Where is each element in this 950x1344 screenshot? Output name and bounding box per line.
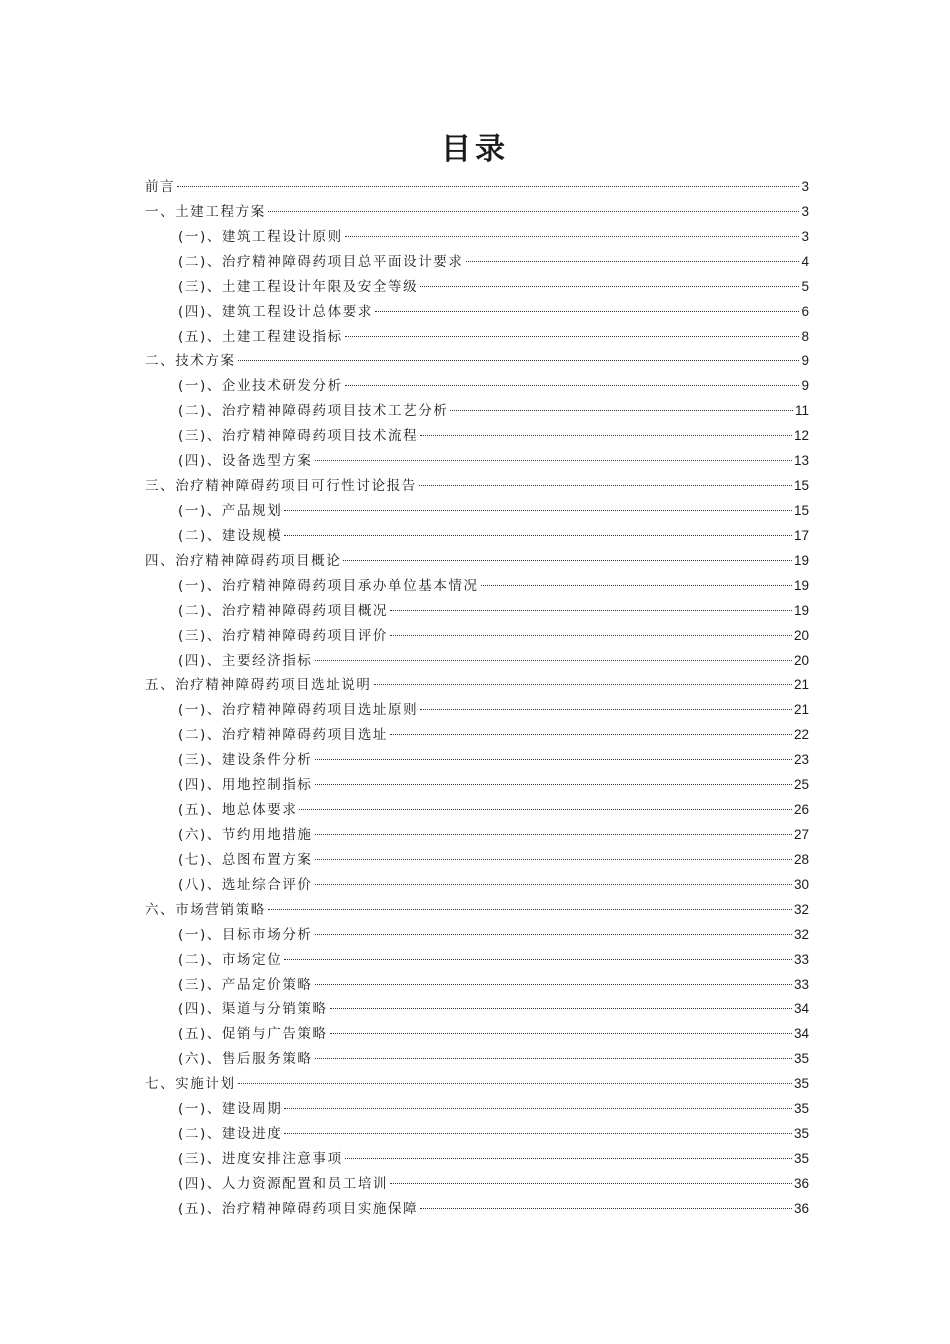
toc-subentry[interactable] bbox=[145, 823, 809, 848]
toc-page-number: 35 bbox=[793, 1150, 809, 1166]
toc-page-number: 3 bbox=[801, 228, 809, 244]
toc-entry[interactable] bbox=[145, 349, 809, 374]
toc-subentry[interactable] bbox=[145, 499, 809, 524]
toc-entry-text: (八)、选址综合评价 bbox=[178, 876, 313, 893]
toc-page-number: 21 bbox=[793, 702, 809, 718]
toc-subentry[interactable] bbox=[145, 698, 809, 723]
toc-dot-leader bbox=[315, 460, 792, 461]
toc-dot-leader bbox=[238, 1083, 792, 1084]
toc-entry-text: (六)、节约用地措施 bbox=[178, 826, 313, 843]
toc-entry-text: (一)、产品规划 bbox=[178, 502, 283, 519]
toc-entry-text: (三)、治疗精神障碍药项目评价 bbox=[178, 627, 389, 644]
toc-entry-text: (三)、进度安排注意事项 bbox=[178, 1150, 343, 1167]
toc-subentry[interactable] bbox=[145, 325, 809, 350]
toc-entry-text: (四)、用地控制指标 bbox=[178, 777, 313, 794]
toc-subentry[interactable] bbox=[145, 1172, 809, 1197]
toc-dot-leader bbox=[345, 1158, 792, 1159]
toc-dot-leader bbox=[343, 560, 792, 561]
toc-dot-leader bbox=[330, 1008, 792, 1009]
toc-page-number: 26 bbox=[793, 802, 809, 818]
toc-subentry[interactable] bbox=[145, 275, 809, 300]
toc-page-number: 25 bbox=[793, 777, 809, 793]
toc-entry-text: 六、市场营销策略 bbox=[145, 901, 266, 918]
toc-dot-leader bbox=[315, 984, 792, 985]
toc-dot-leader bbox=[390, 734, 792, 735]
toc-subentry[interactable] bbox=[145, 449, 809, 474]
toc-entry-text: 前言 bbox=[145, 179, 176, 195]
toc-dot-leader bbox=[299, 809, 792, 810]
toc-dot-leader bbox=[345, 236, 800, 237]
toc-page-number: 30 bbox=[793, 876, 809, 892]
toc-page-number: 34 bbox=[793, 1026, 809, 1042]
toc-page-number: 9 bbox=[801, 353, 809, 369]
toc-dot-leader bbox=[315, 784, 792, 785]
toc-page-number: 15 bbox=[793, 478, 809, 494]
toc-page-number: 22 bbox=[793, 727, 809, 743]
toc-subentry[interactable] bbox=[145, 1022, 809, 1047]
toc-dot-leader bbox=[284, 510, 792, 511]
toc-dot-leader bbox=[420, 1208, 792, 1209]
toc-page-number: 35 bbox=[793, 1076, 809, 1092]
toc-subentry[interactable] bbox=[145, 599, 809, 624]
toc-subentry[interactable] bbox=[145, 923, 809, 948]
toc-dot-leader bbox=[466, 261, 800, 262]
toc-entry-text: (一)、治疗精神障碍药项目承办单位基本情况 bbox=[178, 577, 479, 594]
toc-page-number: 23 bbox=[793, 752, 809, 768]
toc-entry-text: 七、实施计划 bbox=[145, 1076, 236, 1093]
toc-page-number: 9 bbox=[801, 378, 809, 394]
toc-entry-text: 三、治疗精神障碍药项目可行性讨论报告 bbox=[145, 478, 417, 495]
toc-entry-text: 五、治疗精神障碍药项目选址说明 bbox=[145, 677, 372, 694]
toc-subentry[interactable] bbox=[145, 250, 809, 275]
toc-page-number: 17 bbox=[793, 527, 809, 543]
toc-page-number: 19 bbox=[793, 552, 809, 568]
toc-page-number: 5 bbox=[801, 278, 809, 294]
toc-page-number: 36 bbox=[793, 1200, 809, 1216]
toc-entry[interactable] bbox=[145, 549, 809, 574]
toc-page-number: 3 bbox=[801, 179, 809, 194]
toc-page-number: 33 bbox=[793, 976, 809, 992]
toc-dot-leader bbox=[268, 909, 792, 910]
toc-dot-leader bbox=[345, 336, 800, 337]
toc-page-number: 3 bbox=[801, 203, 809, 219]
toc-subentry[interactable] bbox=[145, 374, 809, 399]
toc-entry-text: (三)、治疗精神障碍药项目技术流程 bbox=[178, 428, 419, 445]
toc-entry-text: (二)、建设规模 bbox=[178, 527, 283, 544]
toc-title: 目录 bbox=[441, 132, 509, 167]
toc-entry-text: (五)、促销与广告策略 bbox=[178, 1026, 328, 1043]
toc-dot-leader bbox=[481, 585, 792, 586]
toc-subentry[interactable] bbox=[145, 1197, 809, 1222]
toc-page-number: 34 bbox=[793, 1001, 809, 1017]
toc-subentry[interactable] bbox=[145, 574, 809, 599]
toc-entry-text: (二)、治疗精神障碍药项目总平面设计要求 bbox=[178, 253, 464, 270]
toc-dot-leader bbox=[268, 211, 800, 212]
toc-dot-leader bbox=[420, 435, 792, 436]
toc-entry-text: (三)、土建工程设计年限及安全等级 bbox=[178, 278, 419, 295]
toc-page-number: 36 bbox=[793, 1175, 809, 1191]
toc-entry-text: (四)、设备选型方案 bbox=[178, 453, 313, 470]
toc-entry-text: (五)、土建工程建设指标 bbox=[178, 328, 343, 345]
toc-entry[interactable] bbox=[145, 1072, 809, 1097]
toc-entry-text: (二)、治疗精神障碍药项目技术工艺分析 bbox=[178, 403, 449, 420]
toc-entry-text: (三)、产品定价策略 bbox=[178, 976, 313, 993]
toc-entry-text: (一)、建设周期 bbox=[178, 1101, 283, 1118]
toc-subentry[interactable] bbox=[145, 773, 809, 798]
toc-page-number: 21 bbox=[793, 677, 809, 693]
toc-page-number: 20 bbox=[793, 652, 809, 668]
toc-dot-leader bbox=[284, 1133, 792, 1134]
toc-subentry[interactable] bbox=[145, 524, 809, 549]
toc-entry-text: (一)、企业技术研发分析 bbox=[178, 378, 343, 395]
toc-page-number: 12 bbox=[793, 428, 809, 444]
toc-entry[interactable] bbox=[145, 175, 809, 200]
toc-dot-leader bbox=[315, 1058, 792, 1059]
toc-dot-leader bbox=[420, 286, 799, 287]
toc-dot-leader bbox=[284, 1108, 792, 1109]
toc-dot-leader bbox=[315, 759, 792, 760]
toc-page-number: 35 bbox=[793, 1126, 809, 1142]
toc-list bbox=[145, 175, 809, 1222]
toc-dot-leader bbox=[390, 635, 792, 636]
toc-subentry[interactable] bbox=[145, 624, 809, 649]
toc-page-number: 33 bbox=[793, 951, 809, 967]
toc-entry-text: (二)、市场定位 bbox=[178, 951, 283, 968]
toc-page-number: 27 bbox=[793, 826, 809, 842]
toc-entry-text: (三)、建设条件分析 bbox=[178, 752, 313, 769]
toc-dot-leader bbox=[315, 884, 792, 885]
toc-page-number: 35 bbox=[793, 1051, 809, 1067]
toc-subentry[interactable] bbox=[145, 798, 809, 823]
toc-page-number: 32 bbox=[793, 926, 809, 942]
toc-entry-text: 一、土建工程方案 bbox=[145, 203, 266, 220]
toc-dot-leader bbox=[375, 311, 800, 312]
toc-page-number: 8 bbox=[801, 328, 809, 344]
toc-entry[interactable] bbox=[145, 898, 809, 923]
toc-entry-text: 二、技术方案 bbox=[145, 353, 236, 370]
toc-entry-text: (二)、建设进度 bbox=[178, 1126, 283, 1143]
toc-subentry[interactable] bbox=[145, 973, 809, 998]
toc-page-number: 19 bbox=[793, 577, 809, 593]
toc-subentry[interactable] bbox=[145, 300, 809, 325]
toc-subentry[interactable] bbox=[145, 997, 809, 1022]
toc-entry[interactable] bbox=[145, 673, 809, 698]
toc-subentry[interactable] bbox=[145, 873, 809, 898]
toc-entry-text: (四)、建筑工程设计总体要求 bbox=[178, 303, 373, 320]
toc-page-number: 4 bbox=[801, 253, 809, 269]
toc-subentry[interactable] bbox=[145, 948, 809, 973]
toc-page-number: 11 bbox=[794, 403, 809, 419]
toc-subentry[interactable] bbox=[145, 848, 809, 873]
toc-entry-text: (一)、治疗精神障碍药项目选址原则 bbox=[178, 702, 419, 719]
toc-page-number: 13 bbox=[793, 453, 809, 469]
toc-dot-leader bbox=[330, 1033, 792, 1034]
toc-dot-leader bbox=[419, 485, 792, 486]
toc-entry-text: (五)、治疗精神障碍药项目实施保障 bbox=[178, 1200, 419, 1217]
toc-page-number: 19 bbox=[793, 602, 809, 618]
toc-entry[interactable] bbox=[145, 474, 809, 499]
toc-subentry[interactable] bbox=[145, 1147, 809, 1172]
toc-dot-leader bbox=[345, 385, 800, 386]
toc-dot-leader bbox=[284, 959, 792, 960]
toc-dot-leader bbox=[315, 859, 792, 860]
toc-entry-text: (四)、渠道与分销策略 bbox=[178, 1001, 328, 1018]
toc-dot-leader bbox=[390, 610, 792, 611]
toc-entry-text: (一)、建筑工程设计原则 bbox=[178, 228, 343, 245]
toc-dot-leader bbox=[315, 834, 792, 835]
toc-subentry[interactable] bbox=[145, 1122, 809, 1147]
toc-entry[interactable] bbox=[145, 200, 809, 225]
toc-page-number: 15 bbox=[793, 502, 809, 518]
toc-subentry[interactable] bbox=[145, 1097, 809, 1122]
toc-page-number: 35 bbox=[793, 1101, 809, 1117]
toc-entry-text: 四、治疗精神障碍药项目概论 bbox=[145, 552, 342, 569]
toc-subentry[interactable] bbox=[145, 424, 809, 449]
toc-page-number: 28 bbox=[793, 851, 809, 867]
toc-dot-leader bbox=[374, 684, 792, 685]
toc-subentry[interactable] bbox=[145, 723, 809, 748]
toc-dot-leader bbox=[315, 660, 792, 661]
toc-entry-text: (四)、人力资源配置和员工培训 bbox=[178, 1175, 389, 1192]
toc-subentry[interactable] bbox=[145, 649, 809, 674]
toc-page-number: 32 bbox=[793, 901, 809, 917]
toc-entry-text: (四)、主要经济指标 bbox=[178, 652, 313, 669]
toc-subentry[interactable] bbox=[145, 225, 809, 250]
toc-dot-leader bbox=[390, 1183, 792, 1184]
toc-entry-text: (六)、售后服务策略 bbox=[178, 1051, 313, 1068]
toc-entry-text: (五)、地总体要求 bbox=[178, 802, 298, 819]
toc-entry-text: (一)、目标市场分析 bbox=[178, 926, 313, 943]
toc-subentry[interactable] bbox=[145, 748, 809, 773]
toc-dot-leader bbox=[238, 360, 800, 361]
toc-page-number: 20 bbox=[793, 627, 809, 643]
toc-entry-text: (七)、总图布置方案 bbox=[178, 851, 313, 868]
toc-page-number: 6 bbox=[801, 303, 809, 319]
toc-entry-text: (二)、治疗精神障碍药项目选址 bbox=[178, 727, 389, 744]
toc-dot-leader bbox=[177, 186, 799, 187]
toc-subentry[interactable] bbox=[145, 1047, 809, 1072]
toc-dot-leader bbox=[450, 410, 793, 411]
toc-subentry[interactable] bbox=[145, 399, 809, 424]
toc-dot-leader bbox=[284, 535, 792, 536]
toc-dot-leader bbox=[420, 709, 792, 710]
toc-dot-leader bbox=[315, 934, 792, 935]
toc-entry-text: (二)、治疗精神障碍药项目概况 bbox=[178, 602, 389, 619]
